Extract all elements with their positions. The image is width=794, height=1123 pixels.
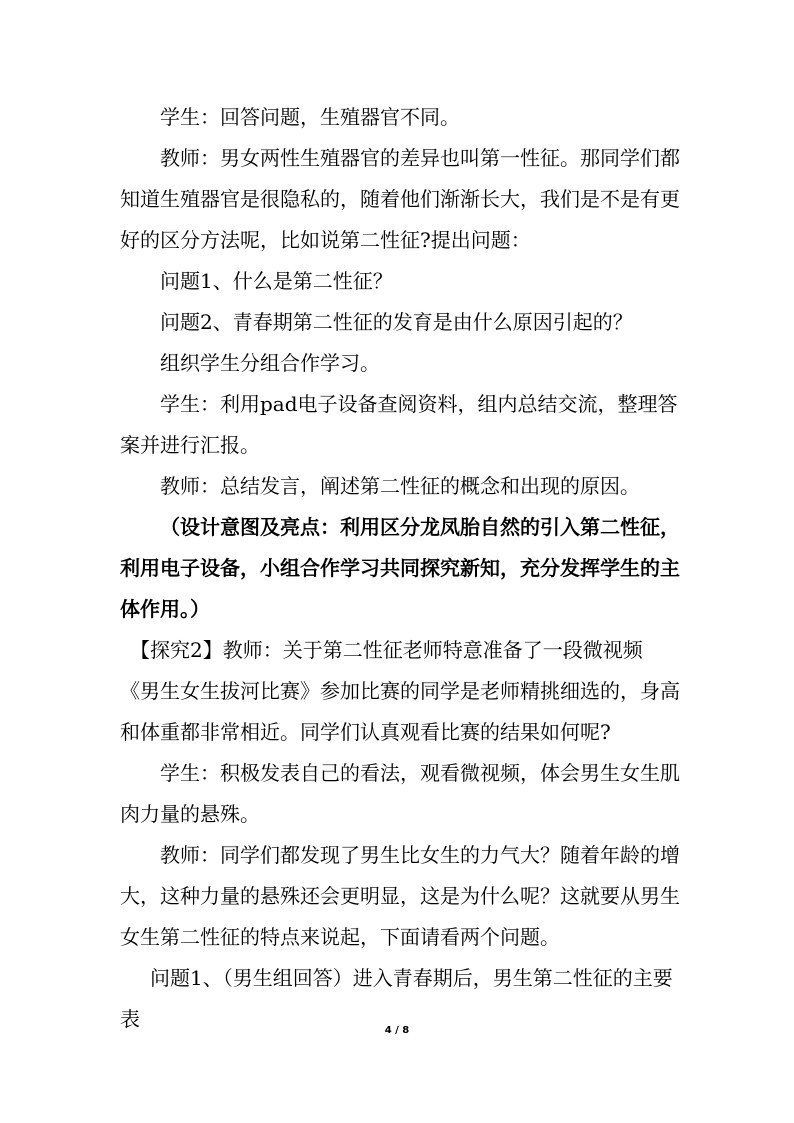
paragraph-student-pad: 学生：利用pad电子设备查阅资料，组内总结交流，整理答案并进行汇报。 bbox=[120, 392, 678, 457]
paragraph-teacher-strength: 教师：同学们都发现了男生比女生的力气大？随着年龄的增大，这种力量的悬殊还会更明显，这是为什么呢？这就要从男生女生第二性征的特点来说起，下面请看两个问题。 bbox=[120, 843, 680, 949]
paragraph-design-intent: （设计意图及亮点：利用区分龙凤胎自然的引入第二性征，利用电子设备，小组合作学习共同探究新知，充分发挥学生的主体作用。） bbox=[120, 515, 680, 621]
paragraph-student-video: 学生：积极发表自己的看法，观看微视频，体会男生女生肌肉力量的悬殊。 bbox=[120, 761, 680, 826]
paragraph-explore-2: 【探究2】教师：关于第二性征老师特意准备了一段微视频《男生女生拔河比赛》参加比赛的同学是老师精挑细选的，身高和体重都非常相近。同学们认真观看比赛的结果如何呢? bbox=[120, 638, 680, 744]
paragraph-group-study: 组织学生分组合作学习。 bbox=[160, 351, 380, 375]
page-number: 4 / 8 bbox=[384, 1025, 410, 1036]
paragraph-teacher-summary: 教师：总结发言，阐述第二性征的概念和出现的原因。 bbox=[160, 474, 640, 498]
paragraph-student-answer: 学生：回答问题，生殖器官不同。 bbox=[160, 105, 460, 129]
paragraph-question-1: 问题1、什么是第二性征？ bbox=[160, 269, 393, 293]
paragraph-teacher-intro: 教师：男女两性生殖器官的差异也叫第一性征。那同学们都知道生殖器官是很隐私的，随着他们渐渐长大，我们是不是有更好的区分方法呢，比如说第二性征?提出问题： bbox=[120, 146, 680, 252]
paragraph-question-2: 问题2、青春期第二性征的发育是由什么原因引起的？ bbox=[160, 310, 633, 334]
paragraph-question-boys: 问题1、（男生组回答）进入青春期后，男生第二性征的主要表 bbox=[120, 966, 673, 1031]
